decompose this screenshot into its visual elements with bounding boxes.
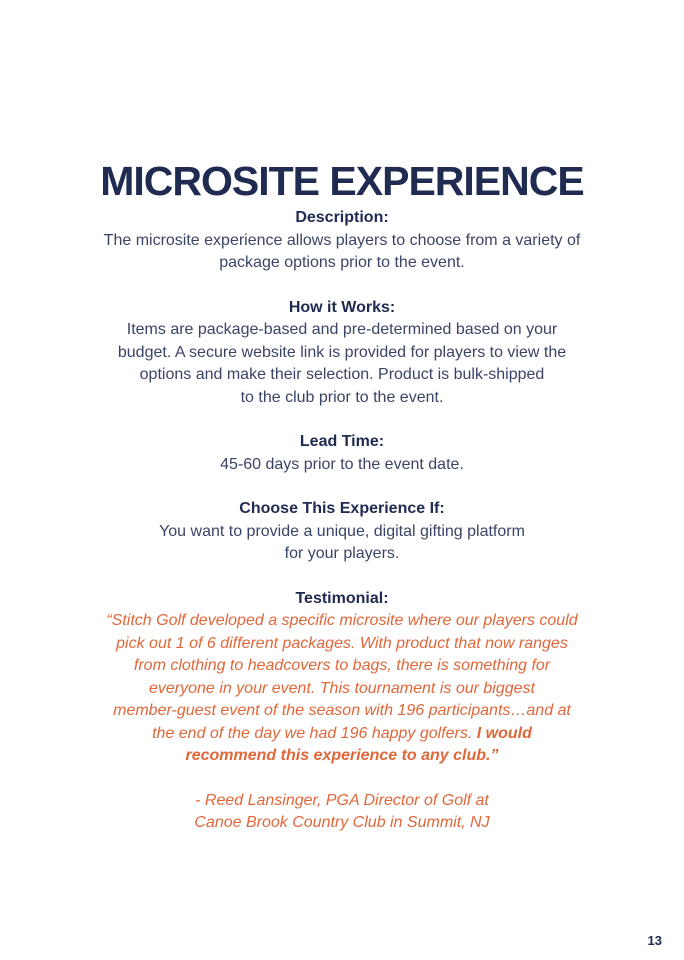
section-heading: How it Works: [288, 298, 396, 316]
quote-emphasis: I would [476, 724, 532, 742]
section-lead-time [40, 431, 644, 476]
section-text: 45-60 days prior to the event date. [220, 455, 464, 473]
section-heading: Testimonial: [295, 589, 389, 607]
section-heading: Description: [295, 209, 389, 226]
quote-line: pick out 1 of 6 different packages. With product that now ranges [116, 634, 568, 652]
section-text: You want to provide a unique, digital gifting platform [159, 522, 525, 540]
page-number: 13 [647, 933, 662, 948]
section-heading: Choose This Experience If: [239, 500, 445, 517]
quote-line: member-guest event of the season with 196 participants…and at [113, 702, 571, 719]
quote-line: from clothing to headcovers to bags, there is something for [133, 657, 551, 674]
quote-line-mixed [40, 723, 644, 746]
testimonial-quote [40, 610, 644, 835]
quote-text: the end of the day we had 196 happy golfers. [152, 724, 477, 742]
section-text: Items are package-based and pre-determined based on your [126, 321, 558, 338]
section-text: budget. A secure website link is provided for players to view the [117, 343, 567, 361]
section-text: The microsite experience allows players to choose from a variety of [103, 231, 581, 249]
quote-line: everyone in your event. This tournament is our biggest [149, 679, 535, 697]
section-description [40, 207, 644, 275]
attribution-line: - Reed Lansinger, PGA Director of Golf at [195, 791, 489, 809]
page-title: MICROSITE EXPERIENCE [100, 158, 584, 205]
section-text: for your players. [284, 545, 400, 562]
section-testimonial [40, 588, 644, 835]
quote-line: “Stitch Golf developed a specific microsite where our players could [106, 612, 578, 629]
section-heading: Lead Time: [299, 433, 385, 450]
section-text: options and make their selection. Product is bulk-shipped [139, 366, 545, 383]
section-how-it-works [40, 297, 644, 410]
section-text: to the club prior to the event. [240, 388, 444, 406]
quote-emphasis-line: recommend this experience to any club.” [185, 747, 499, 764]
content-body [40, 207, 644, 857]
section-text: package options prior to the event. [219, 254, 465, 271]
testimonial-attribution [40, 790, 644, 835]
attribution-line: Canoe Brook Country Club in Summit, NJ [194, 814, 490, 831]
section-choose-if [40, 498, 644, 566]
